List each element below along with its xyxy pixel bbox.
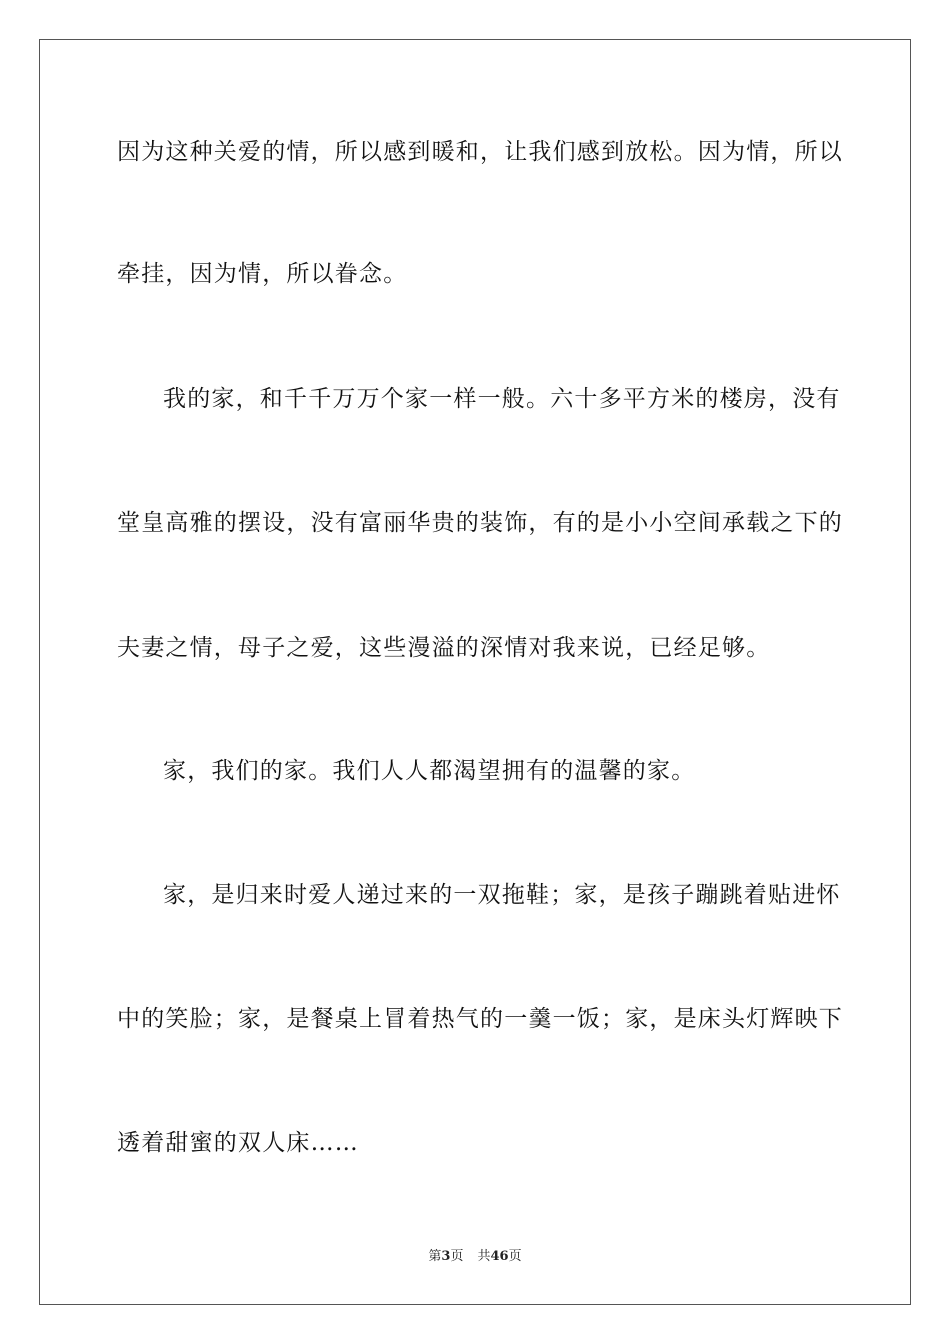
text-line: 因为这种关爱的情，所以感到暖和，让我们感到放松。因为情，所以: [117, 139, 843, 165]
total-prefix: 共: [477, 1249, 491, 1264]
text-line: 夫妻之情，母子之爱，这些漫溢的深情对我来说，已经足够。: [117, 635, 771, 661]
total-pages: 46: [490, 1249, 509, 1264]
page-footer: [0, 1248, 950, 1266]
page-number: 3: [441, 1249, 451, 1264]
text-line: 中的笑脸；家，是餐桌上冒着热气的一羹一饭；家，是床头灯辉映下: [117, 1006, 843, 1032]
text-line: 堂皇高雅的摆设，没有富丽华贵的装饰，有的是小小空间承载之下的: [117, 510, 843, 536]
page-suffix: 页: [450, 1249, 464, 1264]
paragraph-first-line: 我的家，和千千万万个家一样一般。六十多平方米的楼房，没有: [163, 386, 841, 412]
page-prefix: 第: [428, 1249, 442, 1264]
total-suffix: 页: [508, 1249, 522, 1264]
text-line: 透着甜蜜的双人床……: [117, 1130, 359, 1156]
paragraph-first-line: 家，是归来时爱人递过来的一双拖鞋；家，是孩子蹦跳着贴进怀: [163, 882, 841, 908]
page-border: [39, 39, 911, 1305]
paragraph-first-line: 家，我们的家。我们人人都渴望拥有的温馨的家。: [163, 758, 696, 784]
text-line: 牵挂，因为情，所以眷念。: [117, 261, 408, 287]
